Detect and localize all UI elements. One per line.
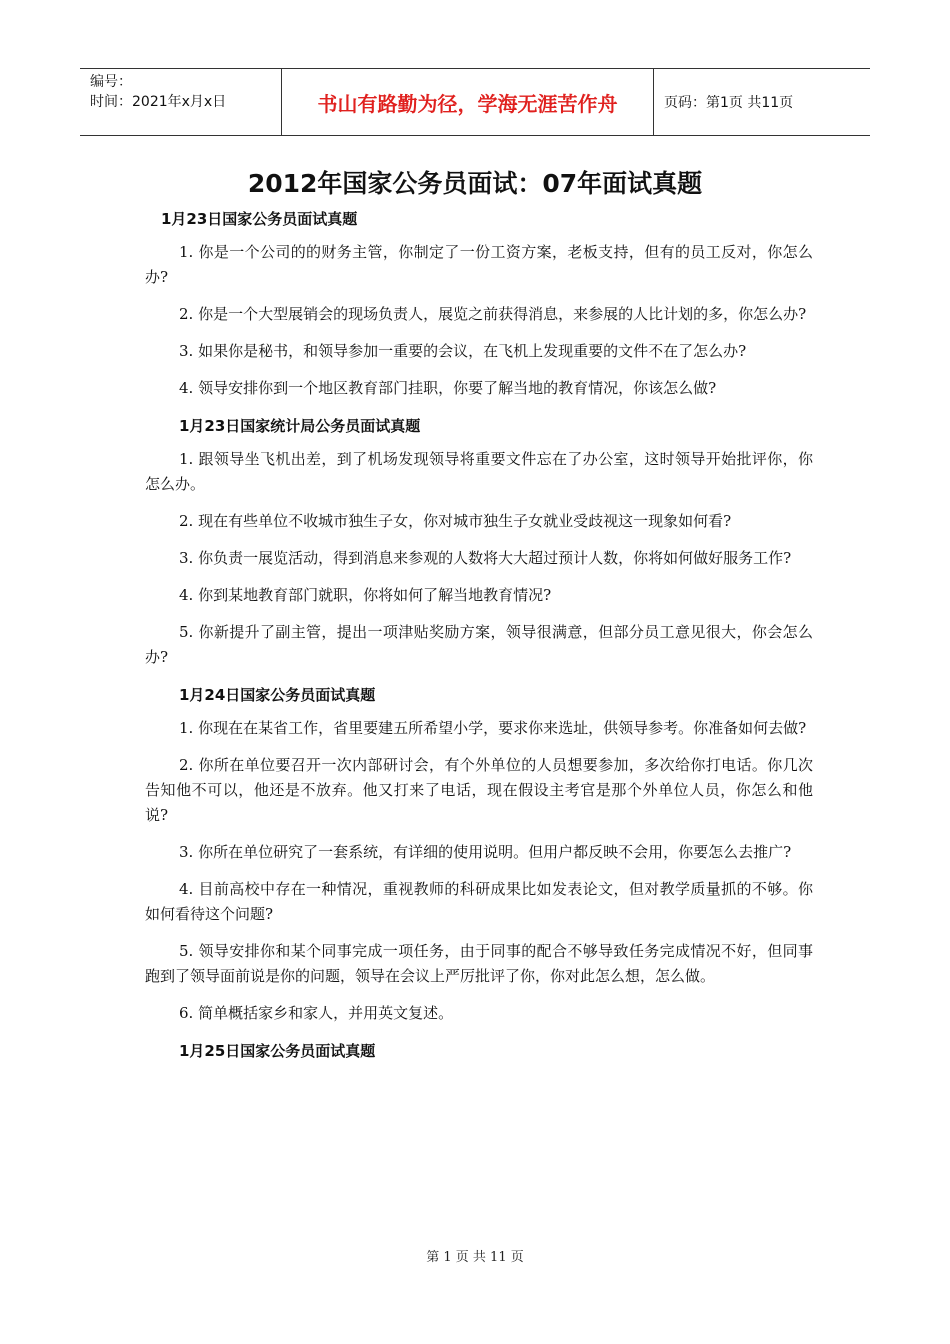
header-meta: [80, 69, 282, 135]
motto-text: 书山有路勤为径，学海无涯苦作舟: [317, 91, 618, 116]
question: 3. 如果你是秘书，和领导参加一重要的会议，在飞机上发现重要的文件不在了怎么办?: [179, 342, 747, 360]
question: 5. 领导安排你和某个同事完成一项任务，由于同事的配合不够导致任务完成情况不好，但同事跑到了领导面前说是你的问题，领导在会议上严厉批评了你，你对此怎么想，怎么做。: [145, 942, 813, 985]
question: 4. 领导安排你到一个地区教育部门挂职，你要了解当地的教育情况，你该怎么做?: [179, 379, 717, 397]
section-heading: 1月23日国家公务员面试真题: [161, 210, 358, 228]
page-header: [80, 68, 870, 136]
question: 1. 你是一个公司的的财务主管，你制定了一份工资方案，老板支持，但有的员工反对，你怎么办?: [145, 243, 813, 286]
question: 2. 现在有些单位不收城市独生子女，你对城市独生子女就业受歧视这一现象如何看?: [179, 512, 732, 530]
header-page-cell: [654, 69, 870, 135]
question: 2. 你是一个大型展销会的现场负责人，展览之前获得消息，来参展的人比计划的多，你怎么办?: [179, 305, 807, 323]
section-heading: 1月23日国家统计局公务员面试真题: [179, 417, 421, 435]
question: 2. 你所在单位要召开一次内部研讨会，有个外单位的人员想要参加，多次给你打电话。你几次告知他不可以，他还是不放弃。他又打来了电话，现在假设主考官是那个外单位人员，你怎么和他说?: [145, 756, 813, 824]
section-heading: 1月24日国家公务员面试真题: [179, 686, 376, 704]
question: 1. 跟领导坐飞机出差，到了机场发现领导将重要文件忘在了办公室，这时领导开始批评你，你怎么办。: [145, 450, 813, 493]
document-body: [145, 206, 813, 1072]
time-label: 时间：2021年x月x日: [90, 94, 227, 110]
document-title: 2012年国家公务员面试：07年面试真题: [247, 169, 703, 198]
question: 5. 你新提升了副主管，提出一项津贴奖励方案，领导很满意，但部分员工意见很大，你会怎么办?: [145, 623, 813, 666]
question: 3. 你所在单位研究了一套系统，有详细的使用说明。但用户都反映不会用，你要怎么去推广?: [179, 843, 792, 861]
question: 4. 你到某地教育部门就职，你将如何了解当地教育情况?: [179, 586, 552, 604]
question: 4. 目前高校中存在一种情况，重视教师的科研成果比如发表论文，但对教学质量抓的不够。你如何看待这个问题?: [145, 880, 813, 923]
question: 6. 简单概括家乡和家人，并用英文复述。: [179, 1004, 454, 1022]
number-label: 编号：: [90, 74, 132, 90]
question: 1. 你现在在某省工作，省里要建五所希望小学，要求你来选址，供领导参考。你准备如何去做?: [179, 719, 807, 737]
header-motto-cell: [282, 69, 654, 135]
section-heading: 1月25日国家公务员面试真题: [179, 1042, 376, 1060]
question: 3. 你负责一展览活动，得到消息来参观的人数将大大超过预计人数，你将如何做好服务工作?: [179, 549, 792, 567]
page-footer: 第 1 页 共 11 页: [426, 1250, 524, 1265]
page-label: 页码：第1页 共11页: [664, 95, 794, 111]
